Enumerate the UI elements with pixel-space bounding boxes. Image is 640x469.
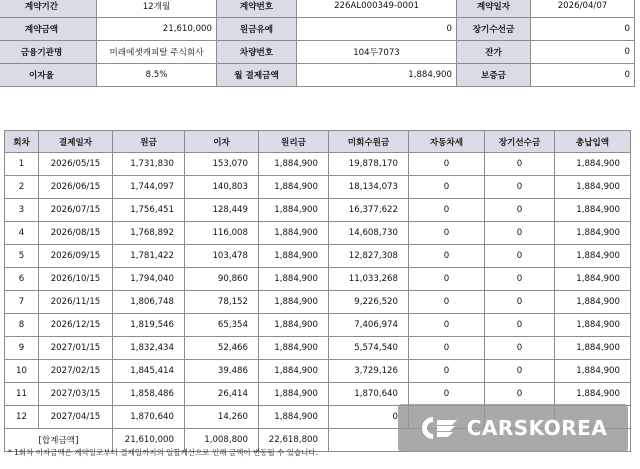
carskorea-logo-icon [419,414,459,442]
table-cell: 1,731,830 [113,153,185,176]
table-cell: 0 [485,383,555,406]
table-cell: 1,884,900 [555,222,631,245]
table-cell: 14,260 [185,406,259,429]
summary-value: 0 [531,64,635,87]
table-cell: 1,884,900 [259,314,329,337]
column-header: 자동차세 [409,131,485,153]
schedule-header-row [5,131,631,153]
table-cell: 116,008 [185,222,259,245]
table-cell: 1,870,640 [113,406,185,429]
table-cell: 19,878,170 [329,153,409,176]
table-cell: 0 [485,222,555,245]
table-cell: 6 [5,268,39,291]
table-cell: 1,884,900 [555,314,631,337]
table-cell: 9,226,520 [329,291,409,314]
table-cell: 2027/04/15 [39,406,113,429]
table-cell: 1,768,892 [113,222,185,245]
table-row [5,337,631,360]
summary-label: 잔가 [457,41,531,64]
column-header: 미회수원금 [329,131,409,153]
column-header: 장기선수금 [485,131,555,153]
table-cell: 1,756,451 [113,199,185,222]
table-cell: 1,870,640 [329,383,409,406]
table-cell: 128,449 [185,199,259,222]
table-row [5,176,631,199]
column-header: 회차 [5,131,39,153]
summary-value: 2026/04/07 [531,0,635,18]
table-row [5,222,631,245]
summary-value: 12개월 [97,0,217,18]
summary-value: 미래에셋캐피탈 주식회사 [97,41,217,64]
footnote: * 1회차 이자금액은 계약일로부터 결제일까지의 일할계산으로 인해 금액이 변동될 수 있습니다. [8,448,319,457]
table-cell: 12,827,308 [329,245,409,268]
table-cell: 2027/02/15 [39,360,113,383]
table-cell: 1,884,900 [259,199,329,222]
summary-value: 0 [297,18,457,41]
total-interest: 1,008,800 [185,429,259,452]
table-cell: 5 [5,245,39,268]
contract-summary-table [0,0,635,87]
table-row [5,245,631,268]
table-cell: 1,884,900 [555,245,631,268]
table-row [5,314,631,337]
table-cell: 18,134,073 [329,176,409,199]
table-cell: 1,884,900 [555,153,631,176]
summary-value: 8.5% [97,64,217,87]
summary-label: 계약기간 [0,0,97,18]
summary-label: 금융기관명 [0,41,97,64]
table-cell: 1,884,900 [555,199,631,222]
table-cell: 10 [5,360,39,383]
summary-value: 226AL000349-0001 [297,0,457,18]
table-cell: 8 [5,314,39,337]
table-cell: 1,884,900 [259,176,329,199]
table-cell: 0 [485,360,555,383]
table-cell: 0 [409,383,485,406]
table-cell: 0 [329,406,409,429]
table-cell: 2026/12/15 [39,314,113,337]
table-cell: 0 [485,291,555,314]
summary-row [0,18,635,41]
table-row [5,153,631,176]
table-cell: 14,608,730 [329,222,409,245]
table-cell: 1,884,900 [259,383,329,406]
column-header: 원금 [113,131,185,153]
table-cell: 39,486 [185,360,259,383]
total-principal: 21,610,000 [113,429,185,452]
column-header: 총납입액 [555,131,631,153]
table-cell: 0 [485,245,555,268]
summary-label: 차량번호 [217,41,297,64]
watermark-text: CARSKOREA [466,416,608,440]
table-cell: 2027/03/15 [39,383,113,406]
summary-row [0,41,635,64]
table-row [5,199,631,222]
summary-value: 0 [531,41,635,64]
table-cell: 7,406,974 [329,314,409,337]
table-cell: 0 [409,176,485,199]
table-cell: 12 [5,406,39,429]
table-cell: 1,832,434 [113,337,185,360]
summary-row [0,64,635,87]
table-cell: 0 [409,337,485,360]
table-cell: 78,152 [185,291,259,314]
table-cell: 1,884,900 [259,268,329,291]
table-cell: 1,744,097 [113,176,185,199]
summary-row [0,0,635,18]
table-cell: 9 [5,337,39,360]
table-cell: 2026/09/15 [39,245,113,268]
table-cell: 0 [409,360,485,383]
table-cell: 0 [485,153,555,176]
table-cell: 1,884,900 [259,291,329,314]
column-header: 결제일자 [39,131,113,153]
table-cell: 0 [409,222,485,245]
table-cell: 26,414 [185,383,259,406]
table-row [5,360,631,383]
summary-label: 계약번호 [217,0,297,18]
summary-value: 0 [531,18,635,41]
table-cell: 3 [5,199,39,222]
table-cell: 2026/11/15 [39,291,113,314]
table-cell: 1,845,414 [113,360,185,383]
table-cell: 4 [5,222,39,245]
table-cell: 1,858,486 [113,383,185,406]
table-cell: 1,884,900 [555,291,631,314]
table-cell: 1,884,900 [259,245,329,268]
table-cell: 2026/05/15 [39,153,113,176]
table-cell: 1,884,900 [555,360,631,383]
table-cell: 1,884,900 [259,406,329,429]
column-header: 원리금 [259,131,329,153]
table-cell: 1,884,900 [259,337,329,360]
summary-label: 원금유예 [217,18,297,41]
table-cell: 3,729,126 [329,360,409,383]
table-cell: 0 [409,314,485,337]
table-cell: 2026/07/15 [39,199,113,222]
table-cell: 0 [485,337,555,360]
summary-value: 104두7073 [297,41,457,64]
table-row [5,268,631,291]
summary-label: 계약금액 [0,18,97,41]
table-row [5,291,631,314]
table-cell: 0 [485,176,555,199]
table-cell: 7 [5,291,39,314]
total-label: [합계금액] [5,429,113,452]
summary-label: 계약일자 [457,0,531,18]
table-cell: 140,803 [185,176,259,199]
table-cell: 1,884,900 [555,268,631,291]
table-cell: 0 [485,314,555,337]
table-cell: 2 [5,176,39,199]
table-cell: 0 [485,268,555,291]
table-cell: 1,781,422 [113,245,185,268]
table-cell: 11,033,268 [329,268,409,291]
summary-label: 장기수선금 [457,18,531,41]
table-cell: 103,478 [185,245,259,268]
table-row [5,383,631,406]
summary-value: 1,884,900 [297,64,457,87]
table-cell: 1,884,900 [259,153,329,176]
summary-label: 이자율 [0,64,97,87]
table-cell: 1 [5,153,39,176]
table-cell: 0 [409,199,485,222]
table-cell: 1,794,040 [113,268,185,291]
table-cell: 1,819,546 [113,314,185,337]
summary-label: 월 결제금액 [217,64,297,87]
table-cell: 0 [409,245,485,268]
table-cell: 2026/06/15 [39,176,113,199]
table-cell: 2027/01/15 [39,337,113,360]
summary-value: 21,610,000 [97,18,217,41]
table-cell: 5,574,540 [329,337,409,360]
table-cell: 0 [409,268,485,291]
table-cell: 1,884,900 [555,383,631,406]
table-cell: 2026/10/15 [39,268,113,291]
total-sum: 22,618,800 [259,429,329,452]
table-cell: 65,354 [185,314,259,337]
table-cell: 1,884,900 [555,176,631,199]
table-cell: 52,466 [185,337,259,360]
table-cell: 0 [409,291,485,314]
table-cell: 1,884,900 [259,360,329,383]
table-cell: 1,884,900 [555,337,631,360]
table-cell: 153,070 [185,153,259,176]
table-cell: 16,377,622 [329,199,409,222]
table-cell: 2026/08/15 [39,222,113,245]
carskorea-watermark [398,404,628,452]
table-cell: 1,884,900 [259,222,329,245]
column-header: 이자 [185,131,259,153]
table-cell: 90,860 [185,268,259,291]
table-cell: 0 [409,153,485,176]
summary-label: 보증금 [457,64,531,87]
table-cell: 0 [485,199,555,222]
table-cell: 1,806,748 [113,291,185,314]
table-cell: 11 [5,383,39,406]
